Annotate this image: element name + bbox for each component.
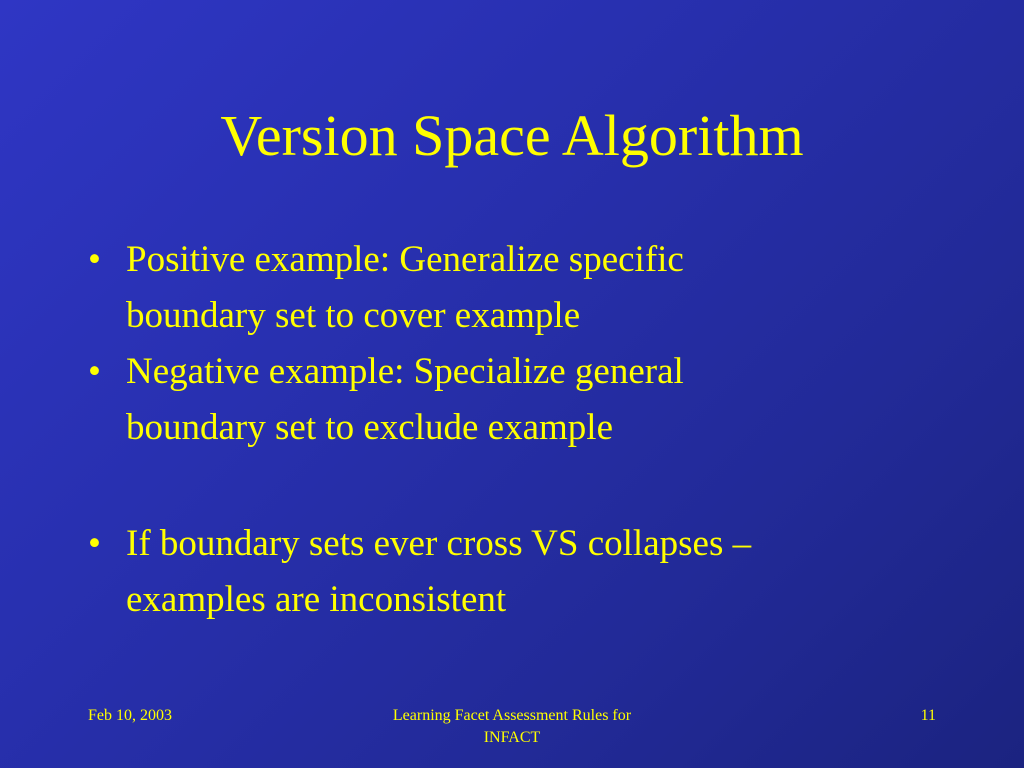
bullet-icon: • [88, 239, 101, 280]
footer-page-number: 11 [920, 707, 936, 724]
bullet-item-boundary-cross [84, 516, 944, 628]
slide-title: Version Space Algorithm [220, 103, 804, 168]
bullet-text-line: Positive example: Generalize specific [126, 239, 684, 280]
bullet-text-line: examples are inconsistent [126, 579, 507, 620]
bullet-item-positive-example [84, 232, 944, 344]
bullet-text-line: boundary set to exclude example [126, 407, 613, 448]
bullet-text-line: If boundary sets ever cross VS collapses – [126, 523, 752, 564]
bullet-list [84, 232, 944, 628]
bullet-icon: • [88, 523, 101, 564]
footer-title [332, 705, 692, 749]
bullet-item-negative-example [84, 344, 944, 456]
bullet-text-line: Negative example: Specialize general [126, 351, 684, 392]
bullet-icon: • [88, 351, 101, 392]
footer-title-line: Learning Facet Assessment Rules for [392, 707, 632, 724]
footer-title-line: INFACT [483, 729, 541, 746]
footer-date: Feb 10, 2003 [88, 707, 172, 724]
bullet-text-line: boundary set to cover example [126, 295, 581, 336]
